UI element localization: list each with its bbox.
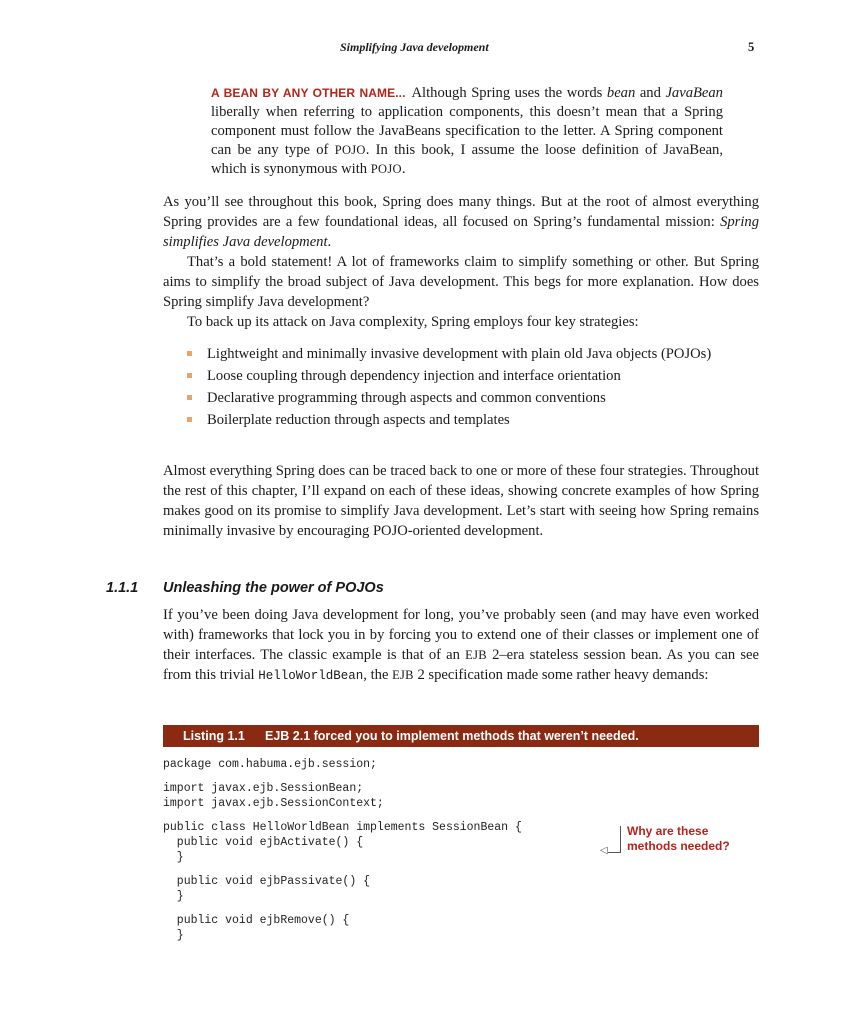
note-acronym-pojo-2: POJO bbox=[370, 162, 402, 176]
section-title: Unleashing the power of POJOs bbox=[163, 580, 384, 596]
listing-label: Listing 1.1 bbox=[183, 729, 245, 743]
paragraph-summary: Almost everything Spring does can be traced back to one or more of these four strategies. Throughout the rest of this chapter, I’ll expand on each of these ideas, showing concrete examples of how Spring makes good on its promise to simplify Java development. Let’s start with seeing how Spring remains minimally invasive by encouraging POJO-oriented development. bbox=[163, 463, 759, 539]
list-item-text: Declarative programming through aspects and common conventions bbox=[207, 390, 606, 406]
paragraph-ejb-text-2: 2–era stateless session bean. As you can see from this trivial bbox=[163, 647, 760, 683]
listing-caption-bar bbox=[163, 725, 759, 747]
code-line: import javax.ejb.SessionContext; bbox=[163, 797, 384, 810]
paragraph-strategies-intro: To back up its attack on Java complexity, Spring employs four key strategies: bbox=[187, 314, 639, 330]
intro-paragraphs bbox=[163, 192, 759, 332]
callout-line-1: Why are these bbox=[627, 824, 709, 838]
code-line: public void ejbRemove() { bbox=[163, 914, 350, 927]
note-text-5: . bbox=[401, 161, 406, 177]
paragraph-mission bbox=[163, 192, 759, 252]
section-heading bbox=[106, 580, 766, 600]
bullet-square-icon bbox=[187, 395, 192, 400]
paragraph-mission-end: . bbox=[327, 234, 332, 250]
list-item-text: Lightweight and minimally invasive development with plain old Java objects (POJOs) bbox=[207, 346, 712, 362]
paragraph-mission-emphasis: Spring simplifies Java development bbox=[163, 214, 759, 250]
list-item bbox=[187, 410, 759, 430]
code-line: } bbox=[163, 929, 184, 942]
acronym-ejb-2: EJB bbox=[392, 668, 414, 682]
code-line: } bbox=[163, 890, 184, 903]
code-callout bbox=[627, 824, 757, 854]
note-emphasis-bean: bean bbox=[606, 85, 636, 101]
list-item bbox=[187, 366, 759, 386]
note-text-3: liberally when referring to application components, this doesn’t mean that a Spring component must follow the JavaBeans specification to the letter. A Spring component can be any type of bbox=[211, 104, 723, 158]
callout-arrow-icon: ◁ bbox=[600, 845, 608, 856]
code-line: import javax.ejb.SessionBean; bbox=[163, 782, 364, 795]
note-text-2: and bbox=[635, 85, 666, 101]
code-listing bbox=[163, 757, 603, 943]
list-item-text: Loose coupling through dependency injection and interface orientation bbox=[207, 368, 621, 384]
list-item bbox=[187, 344, 759, 364]
running-head-title: Simplifying Java development bbox=[340, 40, 489, 54]
note-emphasis-javabean: JavaBean bbox=[665, 85, 723, 101]
callout-line-2: methods needed? bbox=[627, 839, 730, 853]
pojo-paragraph-block bbox=[163, 605, 759, 686]
paragraph-ejb-text-4: 2 specification made some rather heavy demands: bbox=[413, 667, 709, 683]
code-line: public class HelloWorldBean implements SessionBean { bbox=[163, 821, 522, 834]
inline-code-helloworldbean: HelloWorldBean bbox=[258, 669, 364, 683]
note-text-1: Although Spring uses the words bbox=[411, 85, 607, 101]
bullet-square-icon bbox=[187, 351, 192, 356]
section-number: 1.1.1 bbox=[106, 580, 139, 596]
list-item bbox=[187, 388, 759, 408]
paragraph-ejb-text-1: If you’ve been doing Java development for long, you’ve probably seen (and may have even worked with) frameworks that lock you in by forcing you to extend one of their classes or implement one of their interfaces. The classic example is that of an bbox=[163, 607, 759, 663]
note-text-4: . In this book, I assume the loose definition of JavaBean, which is synonymous with bbox=[211, 142, 724, 177]
code-line: public void ejbActivate() { bbox=[163, 836, 364, 849]
bean-name-note bbox=[211, 84, 723, 179]
note-acronym-pojo-1: POJO bbox=[334, 143, 366, 157]
listing-caption: EJB 2.1 forced you to implement methods that weren’t needed. bbox=[265, 729, 639, 743]
page-number: 5 bbox=[748, 40, 755, 54]
strategies-list bbox=[187, 344, 759, 432]
callout-bracket bbox=[608, 826, 621, 853]
note-label: A BEAN BY ANY OTHER NAME... bbox=[211, 86, 406, 100]
paragraph-bold-statement: That’s a bold statement! A lot of frameworks claim to simplify something or other. But Spring aims to simplify the broad subject of Java development. This begs for more explanation. How does Spring simplify Java development? bbox=[163, 254, 759, 310]
acronym-ejb-1: EJB bbox=[465, 648, 487, 662]
code-line: } bbox=[163, 851, 184, 864]
bullet-square-icon bbox=[187, 373, 192, 378]
paragraph-ejb bbox=[163, 605, 759, 686]
code-line: public void ejbPassivate() { bbox=[163, 875, 371, 888]
bullet-square-icon bbox=[187, 417, 192, 422]
list-item-text: Boilerplate reduction through aspects and templates bbox=[207, 412, 510, 428]
running-head bbox=[0, 40, 849, 58]
paragraph-ejb-text-3: , the bbox=[363, 667, 393, 683]
code-line: package com.habuma.ejb.session; bbox=[163, 758, 377, 771]
summary-paragraph-block bbox=[163, 461, 759, 541]
paragraph-mission-text: As you’ll see throughout this book, Spring does many things. But at the root of almost everything Spring provides are a few foundational ideas, all focused on Spring’s fundamental mission: bbox=[163, 194, 759, 230]
